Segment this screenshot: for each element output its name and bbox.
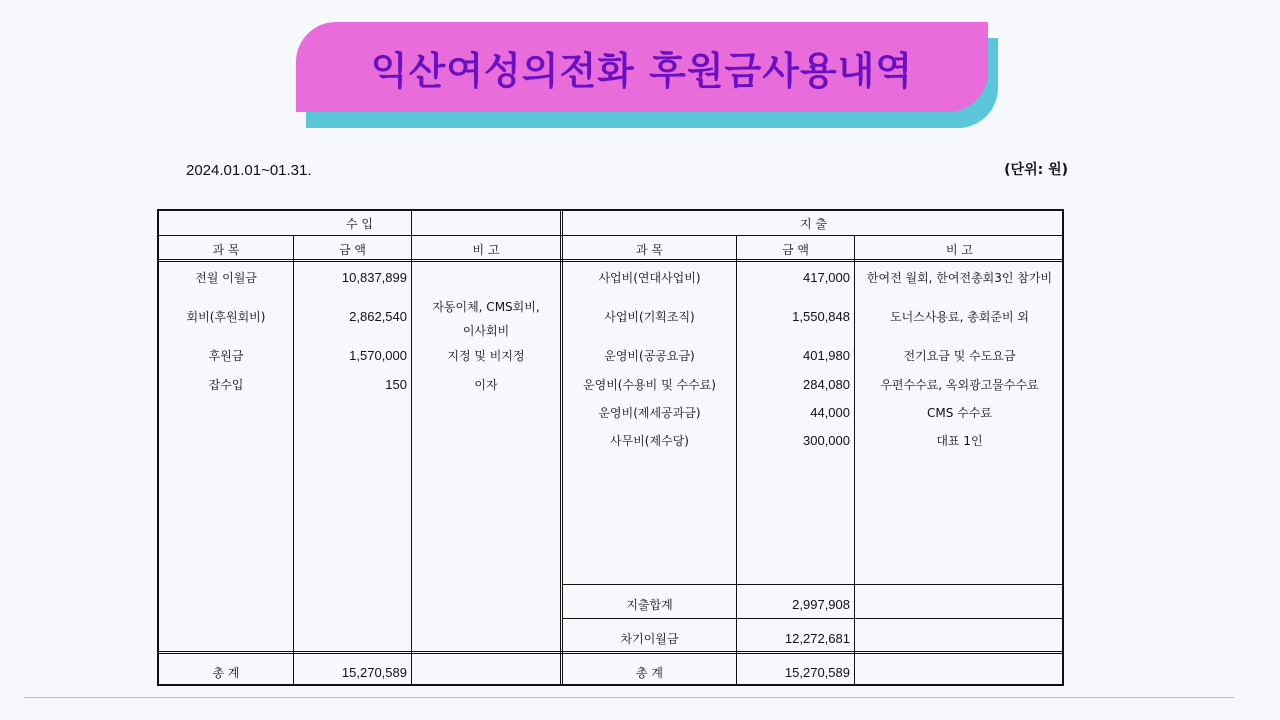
expense-subject: 운영비(공공요금) xyxy=(604,349,695,363)
expense-amount: 401,980 xyxy=(803,348,850,363)
expense-note: 대표 1인 xyxy=(936,434,983,448)
unit-label: (단위: 원) xyxy=(1004,162,1068,178)
col-divider xyxy=(736,236,737,684)
income-subject: 후원금 xyxy=(208,349,244,363)
income-note: 지정 및 비지정 xyxy=(447,349,525,363)
row-divider xyxy=(562,618,1062,619)
carry-over-label: 차기이월금 xyxy=(620,632,679,646)
income-amount: 10,837,899 xyxy=(341,270,407,285)
income-amount: 2,862,540 xyxy=(349,309,407,324)
expense-subject: 사무비(제수당) xyxy=(610,434,689,448)
page-title: 익산여성의전화 후원금사용내역 xyxy=(370,48,914,93)
row-divider xyxy=(159,235,1062,236)
income-note: 이자 xyxy=(474,378,498,392)
expense-note: 전기요금 및 수도요금 xyxy=(903,349,1016,363)
col-divider xyxy=(411,211,412,684)
income-subject: 전월 이월금 xyxy=(195,271,257,285)
expense-subject: 사업비(기획조직) xyxy=(604,310,695,324)
expense-note: CMS 수수료 xyxy=(927,406,992,420)
income-subject-header: 과 목 xyxy=(212,243,240,257)
expense-note-header: 비 고 xyxy=(946,243,973,257)
expense-note: 도너스사용료, 총회준비 외 xyxy=(890,310,1029,324)
expense-amount: 44,000 xyxy=(810,405,850,420)
col-divider xyxy=(854,236,855,684)
title-banner xyxy=(296,22,988,112)
expense-subtotal-amount: 2,997,908 xyxy=(792,597,850,612)
income-amount-header: 금 액 xyxy=(339,243,366,257)
expense-total-amount: 15,270,589 xyxy=(784,665,850,680)
income-note: 자동이체, CMS회비, 이사회비 xyxy=(432,300,540,338)
total-divider xyxy=(159,651,1062,654)
header-divider xyxy=(159,259,1062,262)
expense-header: 지 출 xyxy=(800,217,827,231)
income-subject: 잡수입 xyxy=(208,378,244,392)
ledger-table xyxy=(157,209,1064,686)
expense-amount: 417,000 xyxy=(803,270,850,285)
expense-subject-header: 과 목 xyxy=(636,243,663,257)
expense-note: 한여전 월회, 한여전총회3인 참가비 xyxy=(866,271,1053,285)
income-subject: 회비(후원회비) xyxy=(186,310,266,324)
period-label: 2024.01.01~01.31. xyxy=(186,162,312,179)
income-amount: 1,570,000 xyxy=(349,348,407,363)
expense-amount: 1,550,848 xyxy=(792,309,850,324)
expense-subject: 사업비(연대사업비) xyxy=(598,271,701,285)
income-total-label: 총 계 xyxy=(212,666,240,680)
income-amount: 150 xyxy=(385,377,407,392)
expense-amount: 300,000 xyxy=(803,433,850,448)
expense-total-label: 총 계 xyxy=(636,666,663,680)
expense-amount-header: 금 액 xyxy=(782,243,809,257)
expense-amount: 284,080 xyxy=(803,377,850,392)
footer-divider xyxy=(24,697,1234,698)
expense-note: 우편수수료, 옥외광고물수수료 xyxy=(880,378,1039,392)
expense-subtotal-label: 지출합계 xyxy=(626,598,673,612)
income-note-header: 비 고 xyxy=(472,243,500,257)
col-divider xyxy=(293,236,294,684)
carry-over-amount: 12,272,681 xyxy=(784,631,850,646)
income-header: 수 입 xyxy=(346,217,373,231)
expense-subject: 운영비(수용비 및 수수료) xyxy=(583,378,716,392)
row-divider xyxy=(562,584,1062,585)
expense-subject: 운영비(제세공과금) xyxy=(598,406,701,420)
income-total-amount: 15,270,589 xyxy=(341,665,407,680)
